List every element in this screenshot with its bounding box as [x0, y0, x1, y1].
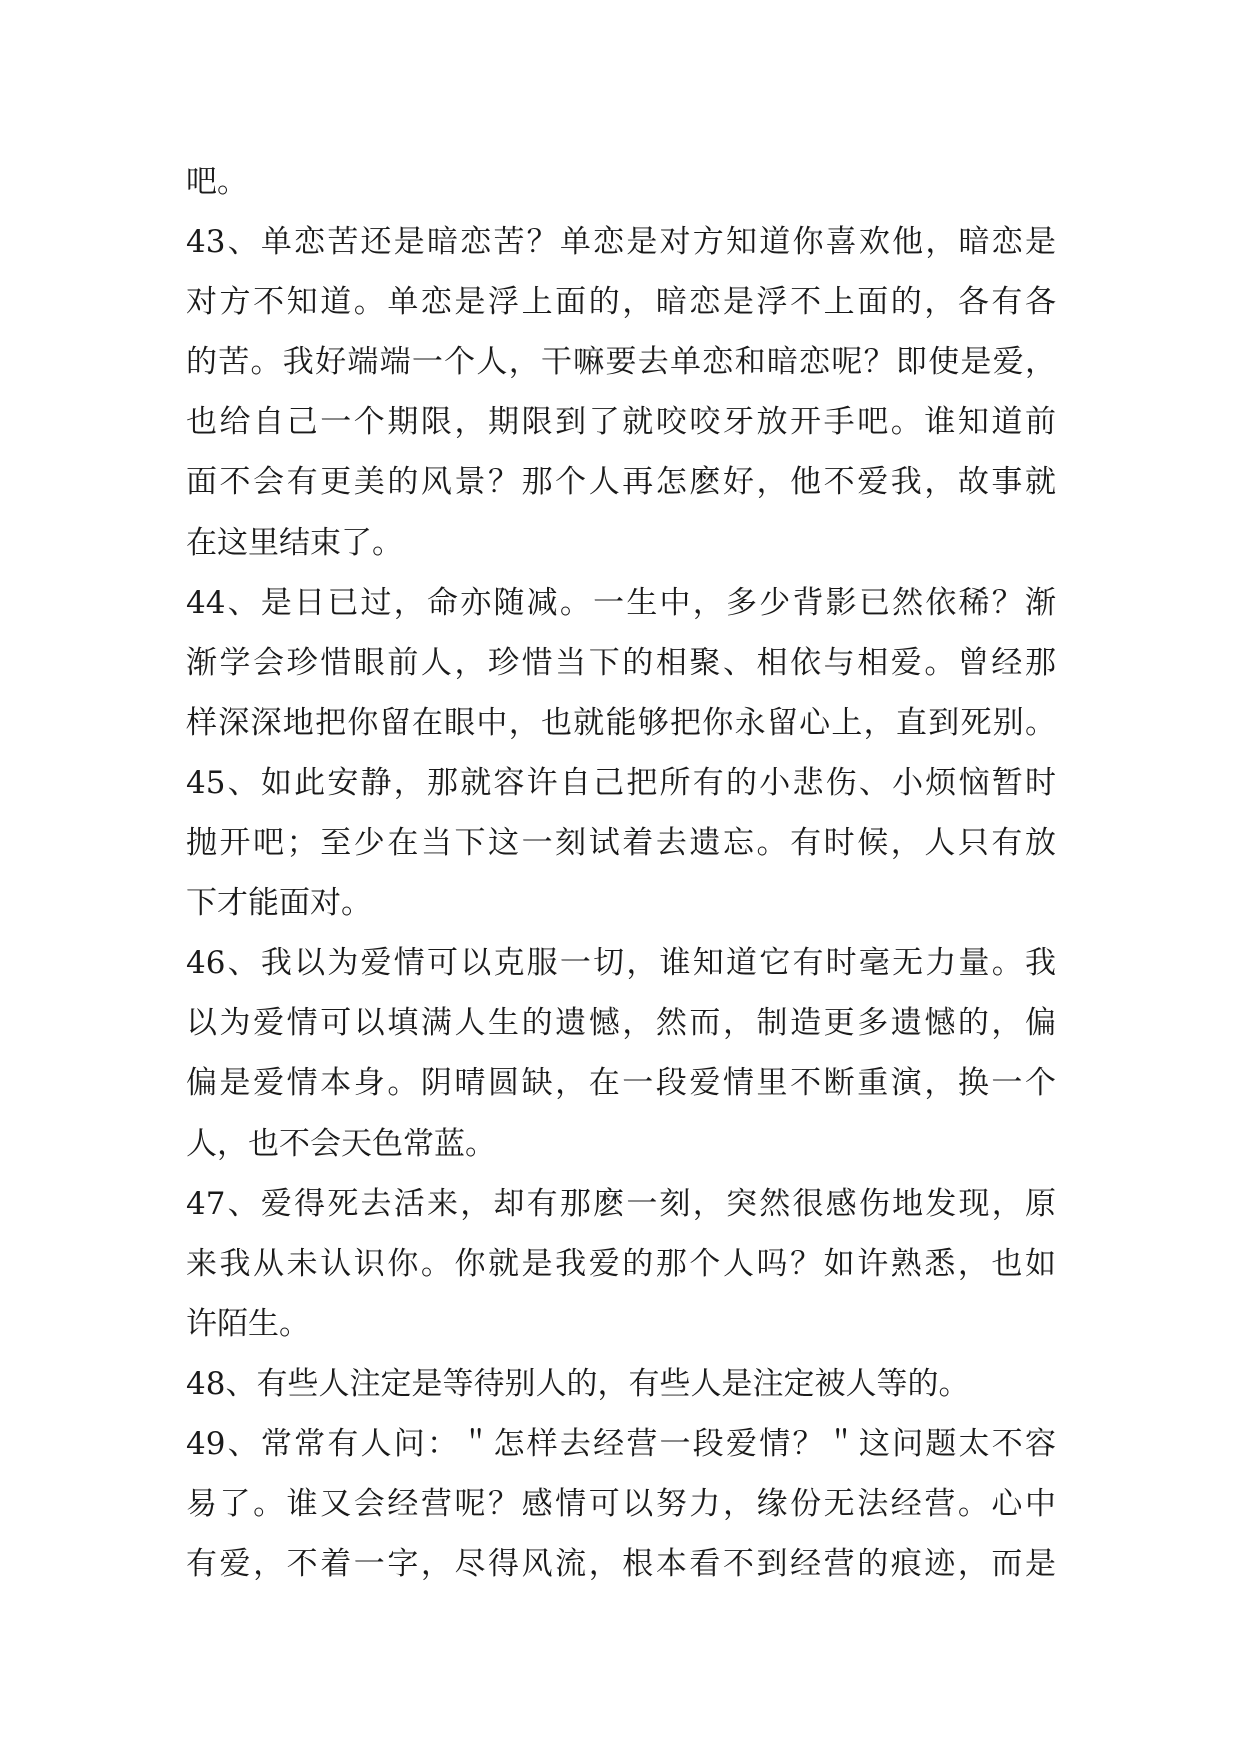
text-line: 45、如此安静，那就容许自己把所有的小悲伤、小烦恼暂时	[186, 764, 1056, 801]
text-line: 的苦。我好端端一个人，干嘛要去单恋和暗恋呢？即使是爱，	[186, 344, 1056, 381]
text-line: 在这里结束了。	[186, 524, 403, 561]
text-line: 以为爱情可以填满人生的遗憾，然而，制造更多遗憾的，偏	[186, 1005, 1056, 1042]
text-line: 对方不知道。单恋是浮上面的，暗恋是浮不上面的，各有各	[186, 284, 1056, 321]
text-line: 吧。	[186, 164, 248, 200]
text-line: 来我从未认识你。你就是我爱的那个人吗？如许熟悉，也如	[186, 1245, 1056, 1282]
text-line: 许陌生。	[186, 1305, 310, 1342]
text-line: 48、有些人注定是等待别人的，有些人是注定被人等的。	[186, 1365, 970, 1402]
document-body	[186, 152, 1056, 1594]
text-line: 49、常常有人问：＂怎样去经营一段爱情？＂这问题太不容	[186, 1425, 1056, 1462]
text-line: 46、我以为爱情可以克服一切，谁知道它有时毫无力量。我	[186, 945, 1056, 982]
text-line: 易了。谁又会经营呢？感情可以努力，缘份无法经营。心中	[186, 1486, 1056, 1523]
text-line: 44、是日已过，命亦随减。一生中，多少背影已然依稀？渐	[186, 584, 1056, 621]
text-line: 偏是爱情本身。阴晴圆缺，在一段爱情里不断重演，换一个	[186, 1065, 1056, 1102]
text-line: 47、爱得死去活来，却有那麽一刻，突然很感伤地发现，原	[186, 1185, 1056, 1222]
text-line: 抛开吧；至少在当下这一刻试着去遗忘。有时候，人只有放	[186, 825, 1056, 862]
text-line: 下才能面对。	[186, 885, 372, 922]
text-line: 有爱，不着一字，尽得风流，根本看不到经营的痕迹，而是	[186, 1546, 1056, 1583]
text-line: 43、单恋苦还是暗恋苦？单恋是对方知道你喜欢他，暗恋是	[186, 224, 1056, 261]
text-line: 渐学会珍惜眼前人，珍惜当下的相聚、相依与相爱。曾经那	[186, 644, 1056, 681]
text-line: 人，也不会天色常蓝。	[186, 1125, 496, 1162]
text-line: 也给自己一个期限，期限到了就咬咬牙放开手吧。谁知道前	[186, 404, 1056, 441]
text-line: 面不会有更美的风景？那个人再怎麽好，他不爱我，故事就	[186, 464, 1056, 501]
text-line: 样深深地把你留在眼中，也就能够把你永留心上，直到死别。	[186, 704, 1056, 741]
